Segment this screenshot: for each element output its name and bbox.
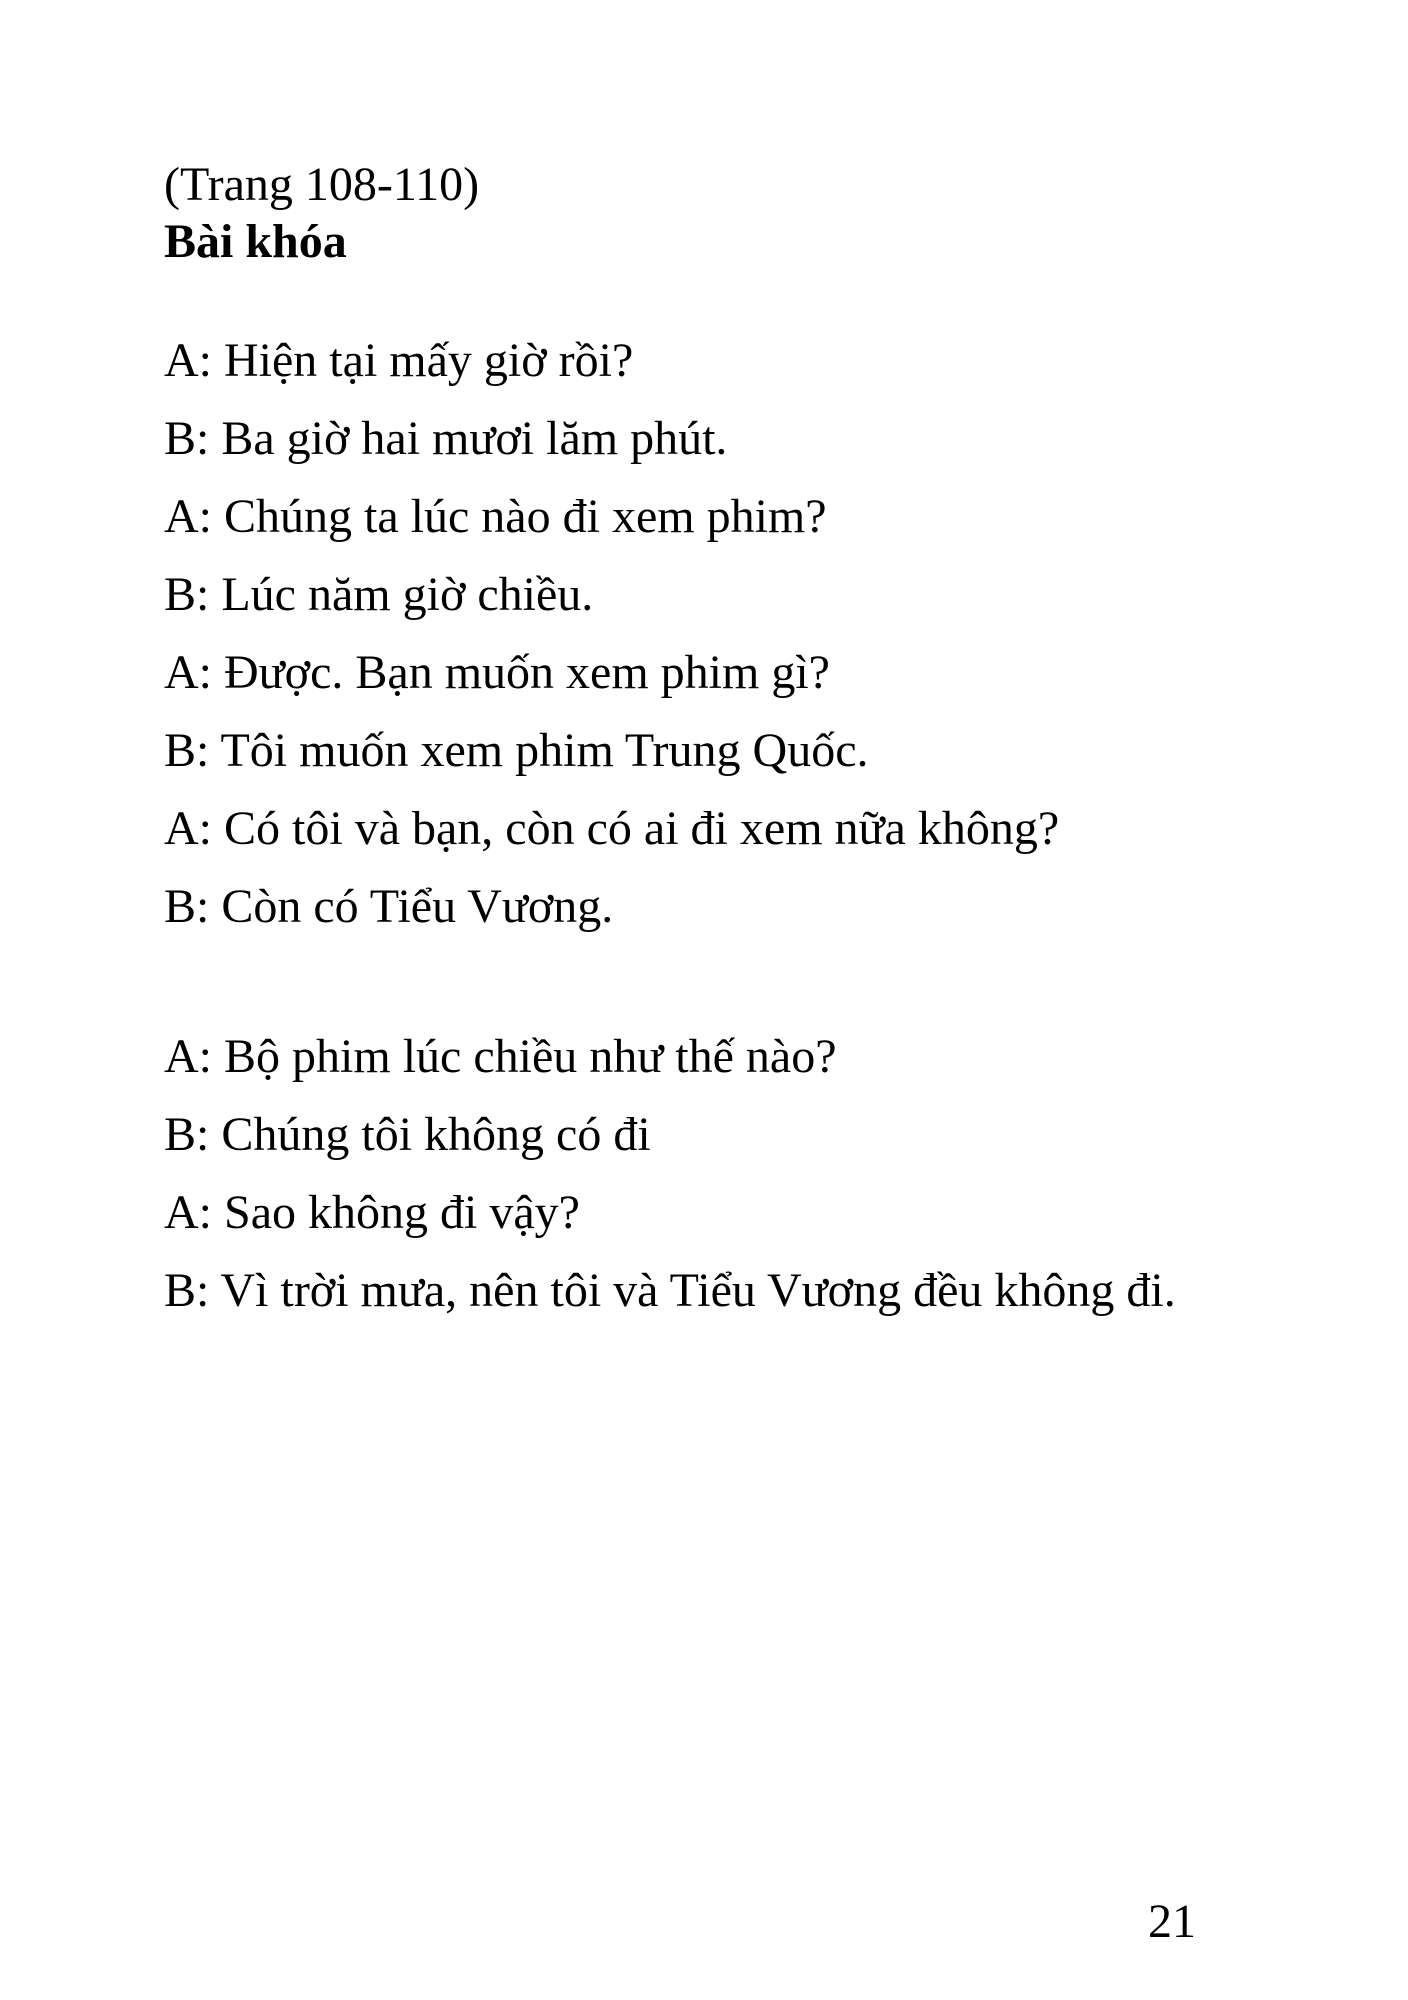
dialogue-line: B: Lúc năm giờ chiều. — [164, 568, 594, 621]
section-title: Bài khóa — [164, 215, 347, 268]
page-header — [164, 156, 479, 270]
dialogue-block-1 — [164, 322, 1059, 946]
dialogue-line: B: Chúng tôi không có đi — [164, 1108, 651, 1161]
dialogue-line: A: Có tôi và bạn, còn có ai đi xem nữa không? — [164, 802, 1060, 855]
dialogue-line: A: Sao không đi vậy? — [164, 1186, 580, 1239]
dialogue-line: B: Vì trời mưa, nên tôi và Tiểu Vương đều không đi. — [164, 1264, 1176, 1317]
page-number: 21 — [1148, 1895, 1196, 1948]
dialogue-line: A: Chúng ta lúc nào đi xem phim? — [164, 490, 827, 543]
dialogue-block-2 — [164, 1018, 1176, 1330]
dialogue-line: A: Được. Bạn muốn xem phim gì? — [164, 646, 830, 699]
dialogue-line: A: Hiện tại mấy giờ rồi? — [164, 334, 634, 387]
dialogue-line: B: Ba giờ hai mươi lăm phút. — [164, 412, 728, 465]
page-range-reference: (Trang 108-110) — [164, 158, 480, 211]
dialogue-line: B: Còn có Tiểu Vương. — [164, 880, 614, 933]
dialogue-line: B: Tôi muốn xem phim Trung Quốc. — [164, 724, 869, 777]
dialogue-line: A: Bộ phim lúc chiều như thế nào? — [164, 1030, 837, 1083]
